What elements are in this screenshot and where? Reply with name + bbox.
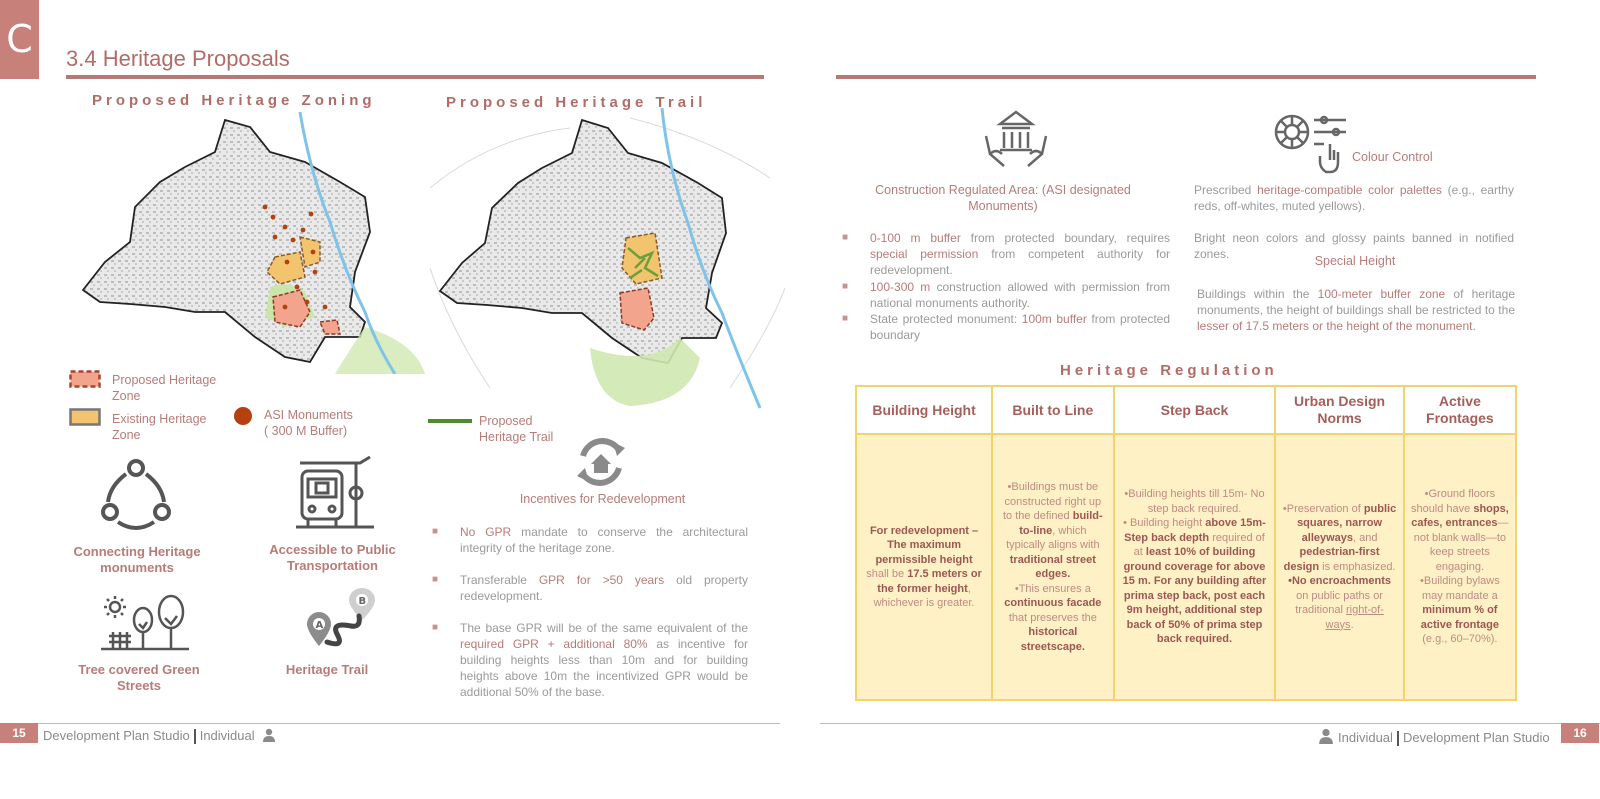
page-number-left: 15 [0,723,38,743]
col-building-height: Building Height [856,386,992,434]
footer-studio-right: Development Plan Studio [1402,730,1550,745]
colour-paragraph-1: Prescribed heritage-compatible color palettes (e.g., earthy reds, off-whites, muted yellows). [1194,183,1514,213]
footer-line-right [820,723,1600,724]
footer-individual-left: Individual [199,728,255,743]
incentive-bullet-1: ■ No GPR mandate to conserve the architectural integrity of the heritage zone. [432,525,748,555]
cell-built-to-line: •Buildings must be constructed right up to the defined build-to-line, which typically aligns with traditional street edges. •This ensures a continuous facade that preserves the historical streetscape. [992,434,1114,700]
cell-building-height: For redevelopment – The maximum permissible height shall be 17.5 meters or the former height, whichever is greater. [856,434,992,700]
title-rule-right [836,75,1536,79]
footer-studio-left: Development Plan Studio [43,728,190,743]
cell-urban-design-norms: •Preservation of public squares, narrow alleyways, and pedestrian-first design is emphasized. •No encroachments on public paths or traditional right-of-ways. [1275,434,1403,700]
trail-line-swatch [428,418,472,424]
special-height-heading: Special Height [1314,254,1396,268]
footer-left [43,728,276,744]
svg-text:B: B [358,596,367,607]
tree-street-label: Tree covered Green Streets [78,662,200,693]
table-header-row [856,386,1516,434]
col-built-to-line: Built to Line [992,386,1114,434]
tree-street-icon [101,592,191,652]
accessible-transport-label: Accessible to Public Transportation [269,542,396,573]
incentive-bullet-3: ■ The base GPR will be of the same equivalent of the required GPR + additional 80% as incentive for building heights less than 10m and for building heights above 10m the incentivized GPR would be additional 50% of the base. [432,621,748,699]
colour-paragraph-2: Bright neon colors and glossy paints banned in notified zones. [1194,231,1514,261]
trail-map-title: Proposed Heritage Trail [446,94,707,111]
heritage-zoning-map [75,112,430,374]
title-rule-left [66,75,764,79]
legend-asi-line1: ASI Monuments [264,408,353,422]
connecting-nodes-icon [96,456,176,536]
proposed-zone-swatch [69,370,101,388]
construction-bullet-2: ■ 100-300 m construction allowed with permission from national monuments authority. [842,280,1171,310]
construction-bullet-3: ■ State protected monument: 100m buffer from protected boundary [842,312,1171,342]
table-row [856,434,1516,700]
legend-existing-zone: Existing Heritage Zone [112,412,207,442]
legend-trail-line2: Heritage Trail [479,430,554,444]
incentives-heading: Incentives for Redevelopment [519,492,686,506]
svg-text:A: A [315,620,324,631]
heritage-trail-label: Heritage Trail [285,662,369,677]
zoning-map-title: Proposed Heritage Zoning [92,92,376,109]
cell-active-frontages: •Ground floors should have shops, cafes, entrances—not blank walls—to keep streets engaging. •Building bylaws may mandate a minimum % of active frontage (e.g., 60–70%). [1404,434,1516,700]
bus-stop-icon [296,453,376,533]
colour-wheel-icon [1274,110,1348,176]
col-urban-design-norms: Urban Design Norms [1275,386,1403,434]
legend-asi-line2: ( 300 M Buffer) [264,424,348,438]
incentive-bullet-2: ■ Transferable GPR for >50 years old property redevelopment. [432,573,748,603]
colour-control-heading: Colour Control [1352,150,1433,164]
construction-bullet-1: ■ 0-100 m buffer from protected boundary, requires special permission from competent authority for redevelopment. [842,231,1170,277]
heritage-regulation-table [855,385,1517,701]
legend-proposed-zone: Proposed Heritage Zone [112,373,217,403]
existing-zone-swatch [69,408,101,426]
col-active-frontages: Active Frontages [1404,386,1516,434]
construction-heading: Construction Regulated Area: (ASI designated Monuments) [875,183,1131,213]
page-title: 3.4 Heritage Proposals [66,46,290,71]
col-step-back: Step Back [1114,386,1276,434]
trail-map-pin-icon [307,586,377,656]
asi-monument-swatch [232,405,254,427]
footer-line-left [0,723,780,724]
person-icon [262,728,276,742]
page-number-right: 16 [1561,723,1599,743]
footer-individual-right: Individual [1338,730,1393,745]
heritage-regulation-title: Heritage Regulation [1060,362,1278,379]
cell-step-back: •Building heights till 15m- No step back required. • Building height above 15m- Step back depth required of at least 10% of building ground coverage for above 15 m. For any building after prima step back, post each 9m height, additional step back of 50% of prima step back required. [1114,434,1276,700]
protected-monument-icon [984,104,1048,170]
legend-trail-line1: Proposed [479,414,533,428]
special-height-paragraph: Buildings within the 100-meter buffer zone of heritage monuments, the height of buildings shall be restricted to the lesser of 17.5 meters or the height of the monument. [1197,287,1515,333]
footer-right [1318,728,1550,746]
heritage-trail-map [430,108,785,418]
person-icon [1318,728,1334,744]
connecting-heritage-label: Connecting Heritage monuments [73,544,201,575]
section-tab: C [0,0,39,79]
redevelopment-cycle-icon [573,434,629,490]
